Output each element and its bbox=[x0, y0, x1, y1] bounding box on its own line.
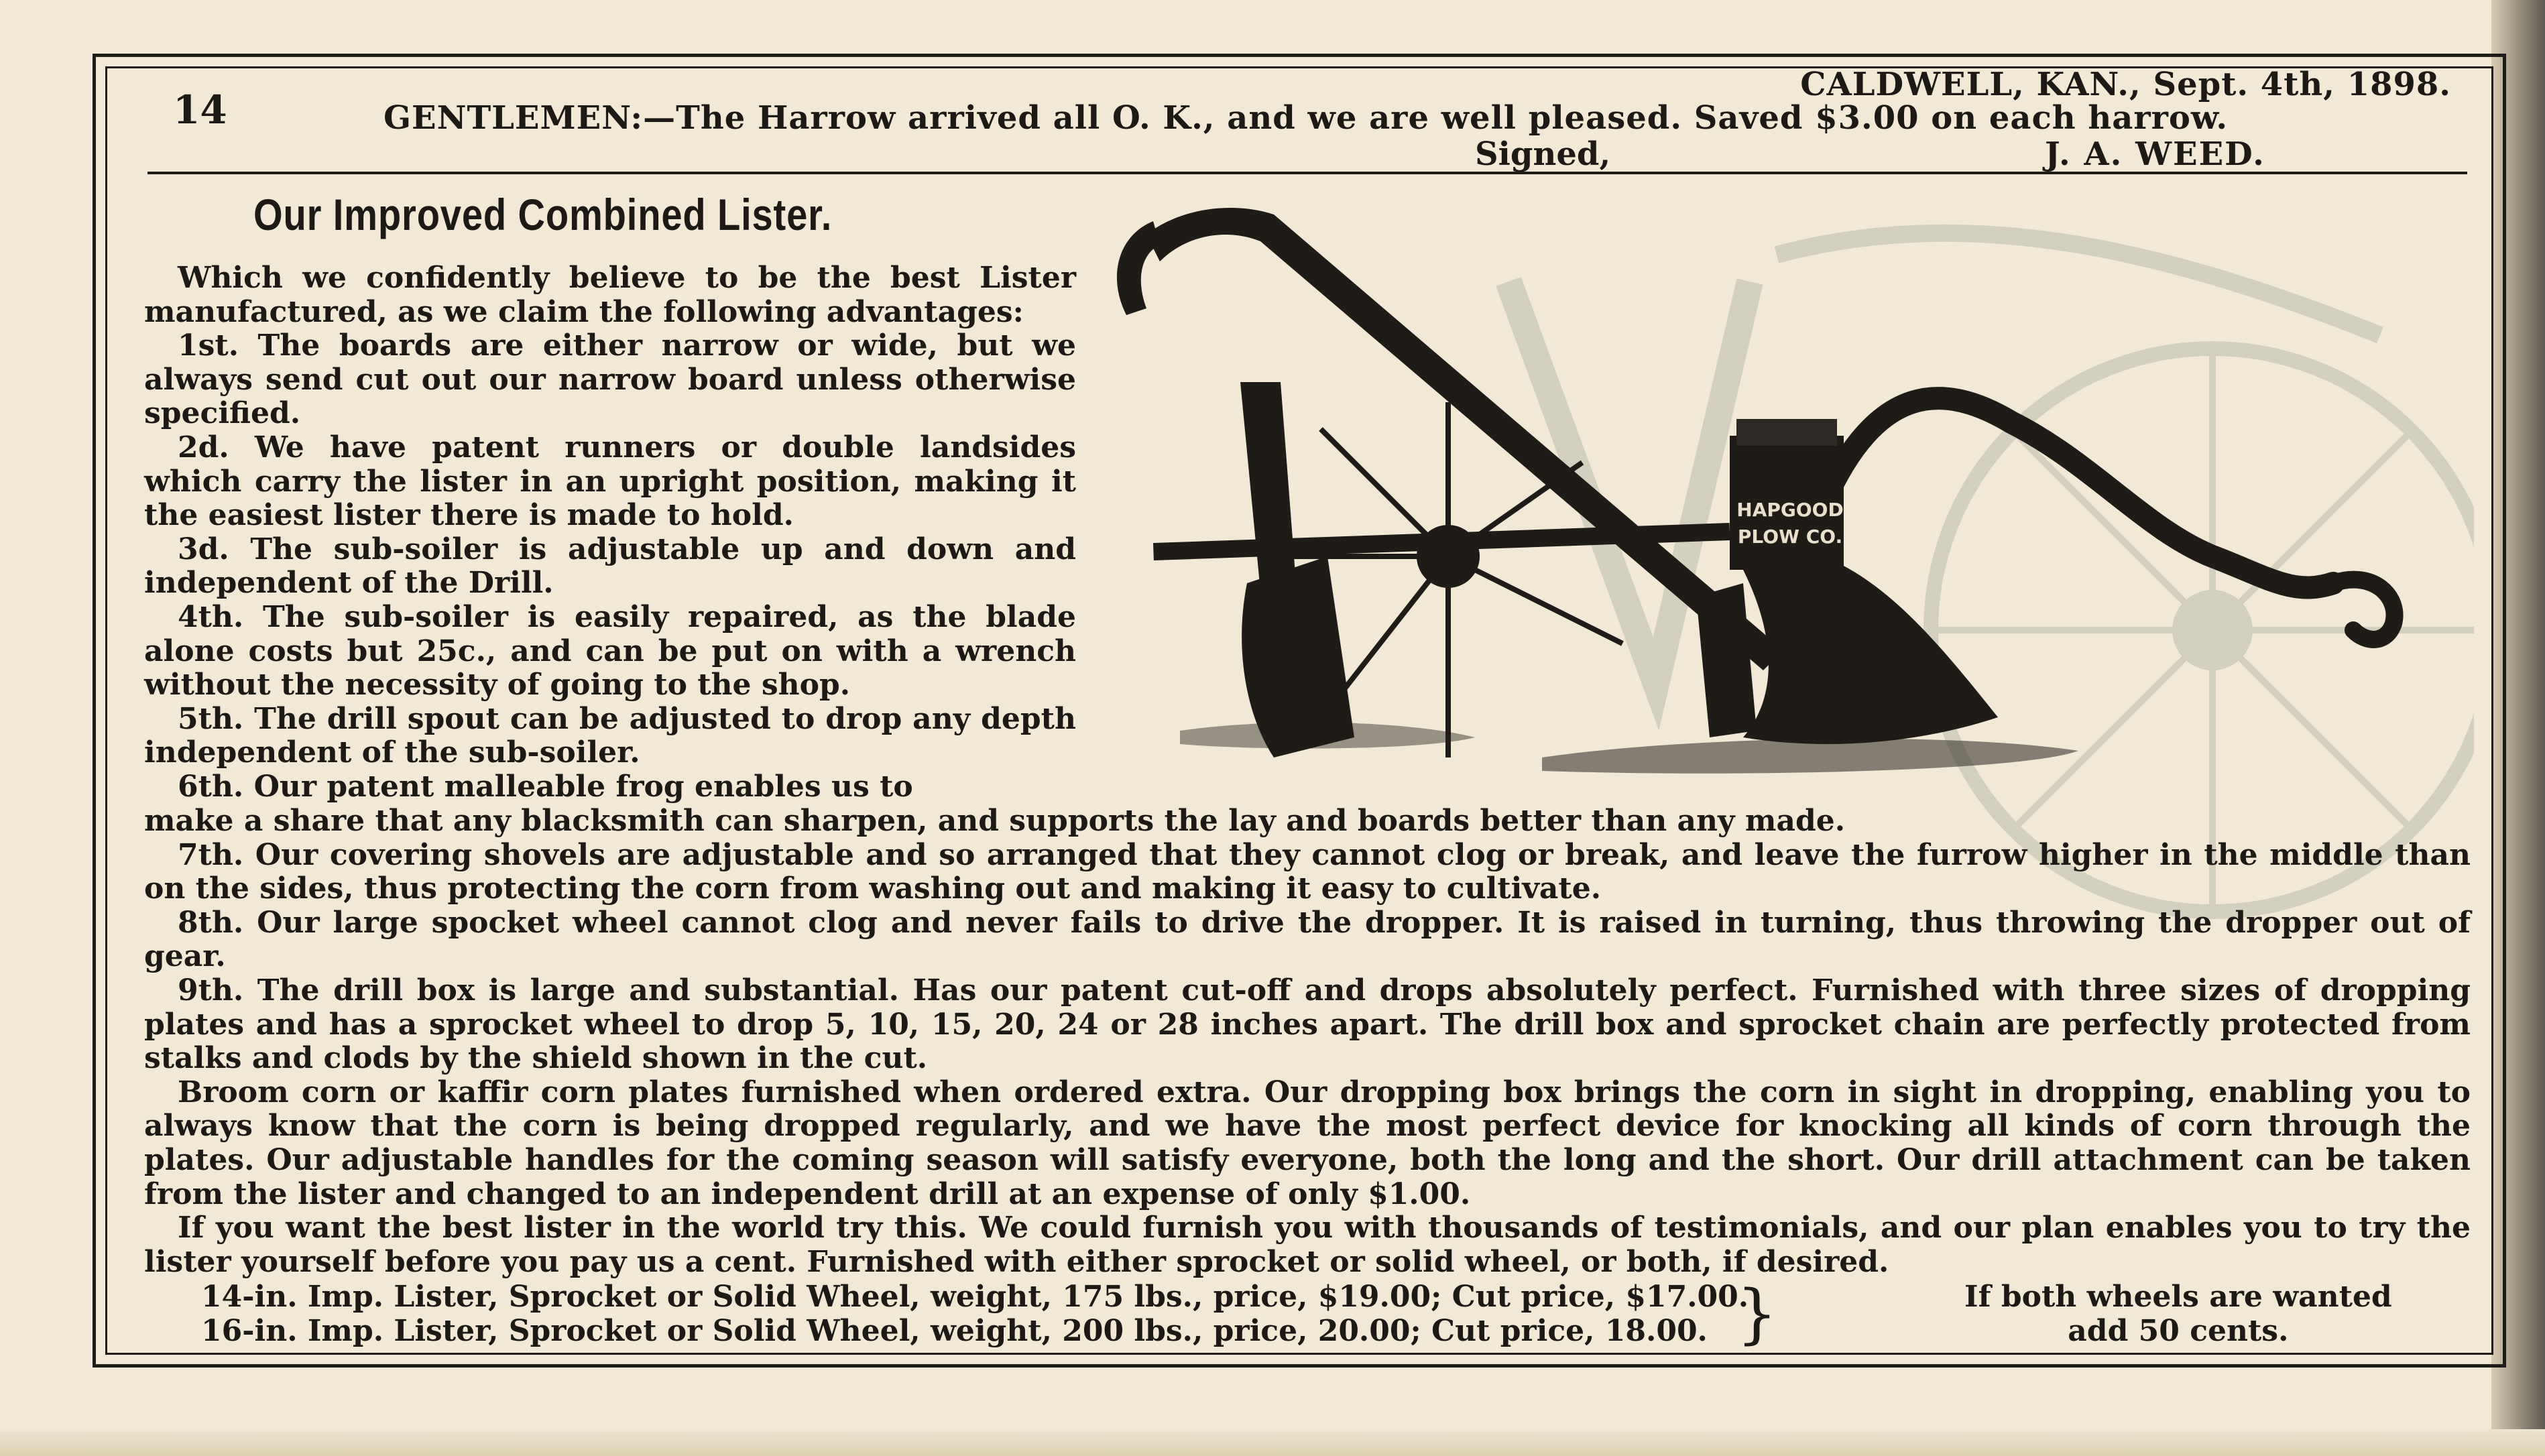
maker-label-line-2: PLOW CO. bbox=[1737, 526, 1843, 548]
point-5th: 5th. The drill spout can be adjusted to drop any depth independent of the sub-soiler. bbox=[144, 701, 1076, 770]
testimonial-place-date: CALDWELL, KAN., Sept. 4th, 1898. bbox=[1800, 66, 2451, 103]
paragraph-broom-corn: Broom corn or kaffir corn plates furnished when ordered extra. Our dropping box brings the corn in sight in dropping, enabling you to always know that the corn is being dropped regularly, and we have the most perfect device for knocking all kinds of corn through the plates. Our adjustable handles for the coming season will satisfy everyone, both the long and the short. Our drill attachment can be taken from the lister and changed to an independent drill at an expense of only $1.00. bbox=[144, 1075, 2471, 1211]
testimonial-signed-label: Signed, bbox=[1475, 135, 1611, 173]
point-8th: 8th. Our large spocket wheel cannot clog and never fails to drive the dropper. It is raised in turning, thus throwing the dropper out of gear. bbox=[144, 905, 2471, 974]
page-bottom-edge bbox=[0, 1429, 2545, 1456]
testimonial-letter: GENTLEMEN:—The Harrow arrived all O. K., and we are well pleased. Saved $3.00 on each harrow. bbox=[383, 99, 2229, 137]
price-line-16in: 16-in. Imp. Lister, Sprocket or Solid Wheel, weight, 200 lbs., price, 20.00; Cut price, 18.00. bbox=[201, 1313, 1708, 1348]
price-line-14in: 14-in. Imp. Lister, Sprocket or Solid Wheel, weight, 175 lbs., price, $19.00; Cut price, $17.00. bbox=[201, 1280, 1749, 1314]
header-divider bbox=[147, 172, 2467, 174]
brace-glyph: } bbox=[1736, 1276, 1778, 1351]
article-column-wide bbox=[144, 804, 2471, 1279]
point-3d: 3d. The sub-soiler is adjustable up and down and independent of the Drill. bbox=[144, 532, 1076, 601]
handle bbox=[1824, 398, 2395, 640]
paragraph-best-lister: If you want the best lister in the world try this. We could furnish you with thousands of testimonials, and our plan enables you to try the lister yourself before you pay us a cent. Furnished with either sprocket or solid wheel, or both, if desired. bbox=[144, 1211, 2471, 1279]
maker-label-line-1: HAPGOOD bbox=[1736, 499, 1844, 521]
article-intro: Which we confidently believe to be the best Lister manufactured, as we claim the following advantages: bbox=[144, 261, 1076, 329]
price-note bbox=[1964, 1280, 2392, 1348]
article-column-narrow bbox=[144, 261, 1076, 804]
lister-engraving bbox=[1073, 181, 2481, 825]
point-7th: 7th. Our covering shovels are adjustable and so arranged that they cannot clog or break, and leave the furrow higher in the middle than on the sides, thus protecting the corn from washing out and making it easy to cultivate. bbox=[144, 837, 2471, 906]
point-6th-continued: make a share that any blacksmith can sharpen, and supports the lay and boards better than any made. bbox=[144, 804, 1846, 838]
point-1st: 1st. The boards are either narrow or wide, but we always send cut out our narrow board unless otherwise specified. bbox=[144, 328, 1076, 431]
page-number: 14 bbox=[173, 87, 227, 133]
price-note-line-2: add 50 cents. bbox=[2068, 1313, 2289, 1348]
article-title: Our Improved Combined Lister. bbox=[253, 190, 833, 239]
point-2d: 2d. We have patent runners or double landsides which carry the lister in an upright position, making it the easiest lister there is made to hold. bbox=[144, 430, 1076, 533]
plow-share bbox=[1696, 556, 1998, 744]
drill-box bbox=[1730, 419, 1844, 570]
point-9th: 9th. The drill box is large and substantial. Has our patent cut-off and drops absolutely perfect. Furnished with three sizes of dropping plates and has a sprocket wheel to drop 5, 10, 15, 20, 24 or 28 inches apart. The drill box and sprocket chain are perfectly protected from stalks and clods by the shield shown in the cut. bbox=[144, 973, 2471, 1076]
price-note-line-1: If both wheels are wanted bbox=[1964, 1280, 2392, 1314]
point-4th: 4th. The sub-soiler is easily repaired, as the blade alone costs but 25c., and can be put on with a wrench without the necessity of going to the shop. bbox=[144, 599, 1076, 703]
point-6th: 6th. Our patent malleable frog enables us to bbox=[178, 769, 913, 804]
testimonial-signature: J. A. WEED. bbox=[2045, 135, 2265, 173]
